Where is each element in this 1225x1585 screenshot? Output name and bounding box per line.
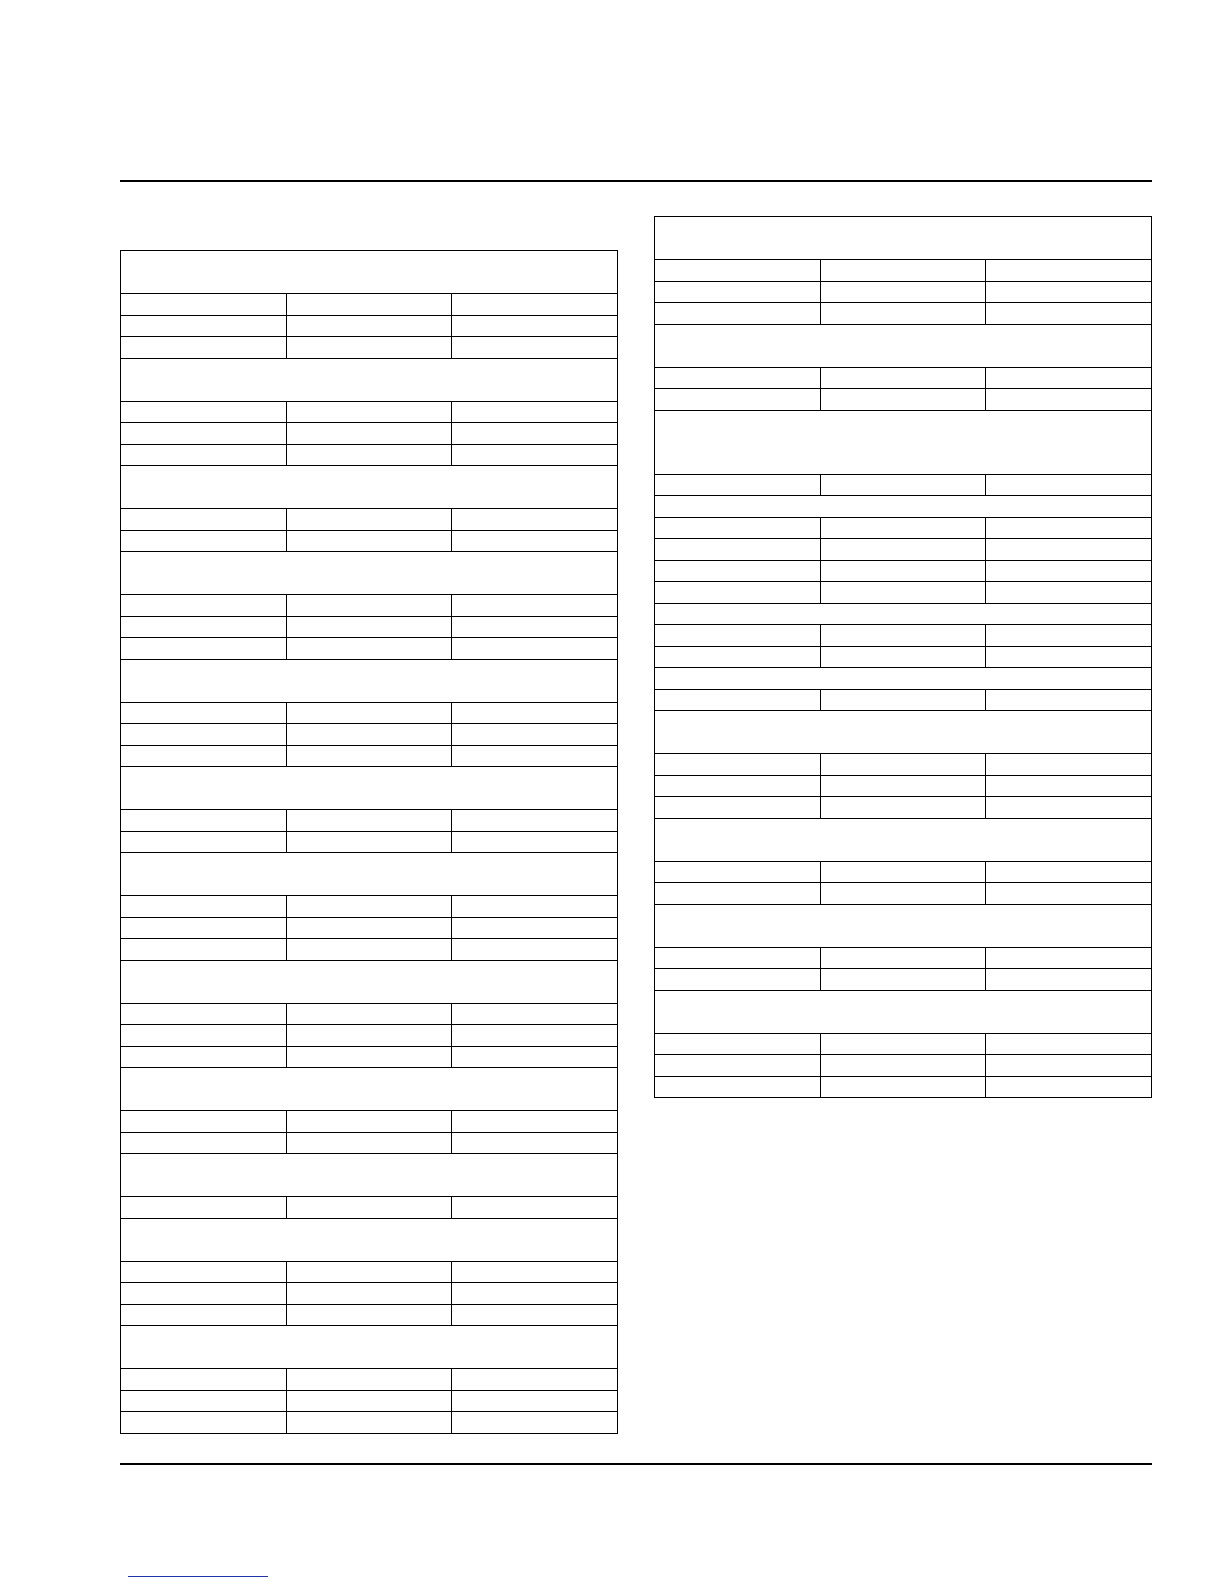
table-cell	[655, 539, 821, 561]
table-row	[121, 831, 618, 853]
section-title	[121, 767, 618, 810]
section-title	[121, 552, 618, 595]
table-cell	[286, 1304, 452, 1326]
table-cell	[655, 754, 821, 776]
table-row	[121, 638, 618, 660]
table-cell	[452, 1283, 618, 1305]
table-cell	[820, 517, 986, 539]
table-cell	[820, 539, 986, 561]
table-cell	[820, 474, 986, 496]
table-cell	[286, 1390, 452, 1412]
table-cell	[286, 745, 452, 767]
table-cell	[820, 646, 986, 668]
table-cell	[452, 1003, 618, 1025]
section-header-row	[121, 1068, 618, 1111]
table-cell	[986, 539, 1152, 561]
table-cell	[286, 337, 452, 359]
table-row	[121, 939, 618, 961]
table-row	[121, 1283, 618, 1305]
right-spec-table	[654, 216, 1152, 1098]
table-cell	[655, 260, 821, 282]
table-cell	[286, 595, 452, 617]
footer-rule	[120, 1463, 1152, 1465]
table-cell	[286, 638, 452, 660]
table-cell	[286, 509, 452, 531]
table-row	[121, 810, 618, 832]
table-row	[655, 517, 1152, 539]
table-cell	[986, 474, 1152, 496]
table-cell	[121, 724, 287, 746]
table-cell	[121, 745, 287, 767]
section-title	[655, 711, 1152, 754]
table-cell	[286, 1261, 452, 1283]
table-cell	[286, 702, 452, 724]
table-cell	[820, 947, 986, 969]
section-header-row	[655, 904, 1152, 947]
table-cell	[820, 1076, 986, 1098]
table-cell	[286, 1111, 452, 1133]
table-cell	[820, 260, 986, 282]
table-cell	[121, 530, 287, 552]
table-cell	[820, 582, 986, 604]
table-row	[655, 367, 1152, 389]
table-cell	[286, 1132, 452, 1154]
table-cell	[121, 423, 287, 445]
section-title	[121, 1218, 618, 1261]
table-cell	[286, 423, 452, 445]
table-cell	[452, 896, 618, 918]
table-cell	[121, 1283, 287, 1305]
table-row	[121, 1003, 618, 1025]
table-cell	[820, 281, 986, 303]
table-cell	[986, 281, 1152, 303]
section-title	[121, 1326, 618, 1369]
table-row	[121, 509, 618, 531]
table-cell	[655, 646, 821, 668]
table-row	[655, 1033, 1152, 1055]
section-header-row	[655, 324, 1152, 367]
table-cell	[986, 1076, 1152, 1098]
table-cell	[452, 1369, 618, 1391]
table-cell	[986, 947, 1152, 969]
table-cell	[986, 861, 1152, 883]
table-cell	[121, 1025, 287, 1047]
table-cell	[986, 689, 1152, 711]
table-cell	[986, 797, 1152, 819]
table-cell	[655, 883, 821, 905]
section-header-row	[121, 1154, 618, 1197]
table-row	[655, 1076, 1152, 1098]
table-row	[655, 969, 1152, 991]
table-cell	[121, 1111, 287, 1133]
table-row	[121, 616, 618, 638]
section-title	[121, 358, 618, 401]
table-cell	[121, 595, 287, 617]
table-cell	[986, 625, 1152, 647]
table-cell	[452, 337, 618, 359]
table-cell	[121, 294, 287, 316]
table-cell	[452, 1304, 618, 1326]
table-cell	[452, 1111, 618, 1133]
table-row	[655, 797, 1152, 819]
table-cell	[452, 702, 618, 724]
table-cell	[286, 1283, 452, 1305]
table-cell	[655, 689, 821, 711]
table-cell	[452, 1261, 618, 1283]
table-cell	[655, 474, 821, 496]
table-cell	[655, 797, 821, 819]
table-cell	[452, 444, 618, 466]
table-cell	[452, 831, 618, 853]
table-cell	[286, 1025, 452, 1047]
table-cell	[452, 595, 618, 617]
table-row	[121, 1111, 618, 1133]
table-row	[121, 530, 618, 552]
table-cell	[820, 303, 986, 325]
section-header-row	[121, 358, 618, 401]
table-row	[121, 315, 618, 337]
table-cell	[121, 1261, 287, 1283]
table-cell	[655, 303, 821, 325]
section-title	[121, 853, 618, 896]
table-cell	[121, 1412, 287, 1434]
table-cell	[121, 337, 287, 359]
table-cell	[121, 1369, 287, 1391]
table-cell	[452, 745, 618, 767]
table-row	[655, 625, 1152, 647]
table-row	[655, 539, 1152, 561]
section-header-row	[121, 853, 618, 896]
table-cell	[452, 1046, 618, 1068]
table-cell	[452, 509, 618, 531]
table-cell	[452, 917, 618, 939]
table-cell	[452, 423, 618, 445]
table-cell	[286, 917, 452, 939]
table-cell	[986, 517, 1152, 539]
table-cell	[986, 560, 1152, 582]
table-row	[655, 775, 1152, 797]
table-cell	[820, 1033, 986, 1055]
section-header-row	[121, 767, 618, 810]
table-cell	[452, 939, 618, 961]
section-title	[655, 990, 1152, 1033]
table-row	[121, 702, 618, 724]
table-cell	[655, 947, 821, 969]
table-cell	[820, 797, 986, 819]
table-cell	[121, 810, 287, 832]
table-row	[121, 896, 618, 918]
section-title	[655, 217, 1152, 260]
table-cell	[452, 810, 618, 832]
table-cell	[986, 754, 1152, 776]
table-cell	[121, 896, 287, 918]
table-cell	[121, 702, 287, 724]
table-cell	[986, 1055, 1152, 1077]
table-cell	[820, 560, 986, 582]
table-row	[121, 917, 618, 939]
table-cell	[286, 530, 452, 552]
table-cell	[655, 1076, 821, 1098]
table-cell	[286, 401, 452, 423]
table-row	[121, 444, 618, 466]
table-row	[121, 1390, 618, 1412]
table-cell	[452, 294, 618, 316]
table-cell	[820, 367, 986, 389]
section-title	[655, 668, 1152, 690]
table-cell	[121, 1390, 287, 1412]
table-cell	[986, 303, 1152, 325]
table-cell	[452, 401, 618, 423]
table-cell	[121, 444, 287, 466]
table-cell	[452, 1197, 618, 1219]
section-title	[655, 496, 1152, 518]
table-row	[655, 303, 1152, 325]
table-cell	[286, 444, 452, 466]
table-cell	[286, 315, 452, 337]
table-cell	[655, 517, 821, 539]
section-header-row	[655, 603, 1152, 625]
table-cell	[121, 1132, 287, 1154]
table-cell	[820, 625, 986, 647]
section-title	[655, 904, 1152, 947]
table-row	[655, 560, 1152, 582]
table-cell	[452, 638, 618, 660]
table-cell	[820, 861, 986, 883]
table-cell	[655, 969, 821, 991]
table-cell	[452, 724, 618, 746]
table-cell	[121, 616, 287, 638]
table-cell	[286, 831, 452, 853]
table-cell	[655, 1033, 821, 1055]
section-header-row	[121, 251, 618, 294]
table-row	[655, 861, 1152, 883]
section-header-row	[121, 960, 618, 1003]
table-cell	[820, 969, 986, 991]
table-cell	[121, 315, 287, 337]
table-row	[121, 1261, 618, 1283]
table-cell	[121, 917, 287, 939]
table-cell	[286, 616, 452, 638]
section-title	[121, 1068, 618, 1111]
section-title	[121, 960, 618, 1003]
table-cell	[655, 582, 821, 604]
table-row	[121, 1304, 618, 1326]
footer-link[interactable]	[128, 1576, 268, 1577]
section-header-row	[655, 217, 1152, 260]
table-cell	[820, 689, 986, 711]
section-header-row	[121, 466, 618, 509]
section-title	[121, 1154, 618, 1197]
table-row	[655, 689, 1152, 711]
table-cell	[986, 969, 1152, 991]
table-cell	[452, 1025, 618, 1047]
section-header-row	[655, 711, 1152, 754]
table-cell	[986, 260, 1152, 282]
table-cell	[286, 896, 452, 918]
section-header-row	[121, 1218, 618, 1261]
section-title	[121, 251, 618, 294]
section-header-row	[121, 552, 618, 595]
table-row	[121, 745, 618, 767]
section-title	[655, 603, 1152, 625]
table-row	[121, 1132, 618, 1154]
section-header-row	[655, 818, 1152, 861]
table-cell	[986, 1033, 1152, 1055]
section-title	[655, 818, 1152, 861]
table-cell	[820, 775, 986, 797]
table-cell	[986, 883, 1152, 905]
table-row	[655, 389, 1152, 411]
section-header-row	[121, 659, 618, 702]
table-cell	[452, 315, 618, 337]
left-spec-table	[120, 250, 618, 1434]
section-header-row	[655, 668, 1152, 690]
table-row	[121, 1046, 618, 1068]
table-cell	[986, 367, 1152, 389]
table-cell	[286, 1412, 452, 1434]
table-row	[655, 582, 1152, 604]
table-cell	[986, 389, 1152, 411]
table-cell	[820, 389, 986, 411]
table-cell	[121, 1046, 287, 1068]
table-cell	[655, 367, 821, 389]
table-row	[655, 947, 1152, 969]
table-row	[121, 1197, 618, 1219]
table-row	[121, 401, 618, 423]
table-cell	[655, 560, 821, 582]
table-cell	[820, 754, 986, 776]
table-cell	[655, 775, 821, 797]
table-cell	[121, 509, 287, 531]
header-rule	[120, 180, 1152, 182]
table-cell	[655, 625, 821, 647]
table-cell	[121, 638, 287, 660]
table-cell	[655, 1055, 821, 1077]
section-header-row	[655, 990, 1152, 1033]
table-row	[121, 423, 618, 445]
table-cell	[820, 883, 986, 905]
table-cell	[286, 294, 452, 316]
table-cell	[820, 1055, 986, 1077]
table-cell	[452, 616, 618, 638]
table-row	[655, 1055, 1152, 1077]
section-header-row	[655, 410, 1152, 474]
table-cell	[452, 1412, 618, 1434]
table-cell	[286, 1197, 452, 1219]
table-cell	[286, 724, 452, 746]
table-cell	[121, 939, 287, 961]
table-cell	[986, 775, 1152, 797]
table-cell	[286, 939, 452, 961]
section-header-row	[655, 496, 1152, 518]
table-cell	[655, 281, 821, 303]
table-row	[121, 337, 618, 359]
table-cell	[121, 831, 287, 853]
table-cell	[986, 582, 1152, 604]
table-cell	[452, 1390, 618, 1412]
table-cell	[286, 1003, 452, 1025]
table-cell	[286, 1369, 452, 1391]
section-header-row	[121, 1326, 618, 1369]
table-cell	[986, 646, 1152, 668]
section-title	[121, 659, 618, 702]
table-row	[655, 474, 1152, 496]
table-cell	[121, 1304, 287, 1326]
table-cell	[121, 1197, 287, 1219]
table-row	[121, 595, 618, 617]
table-cell	[286, 810, 452, 832]
section-title	[655, 324, 1152, 367]
table-row	[655, 281, 1152, 303]
table-cell	[655, 861, 821, 883]
table-row	[655, 883, 1152, 905]
table-row	[655, 754, 1152, 776]
table-row	[121, 1412, 618, 1434]
table-cell	[452, 530, 618, 552]
table-row	[121, 1369, 618, 1391]
table-row	[121, 724, 618, 746]
table-row	[121, 1025, 618, 1047]
section-title	[655, 410, 1152, 474]
table-cell	[121, 1003, 287, 1025]
table-row	[121, 294, 618, 316]
table-cell	[655, 389, 821, 411]
table-cell	[121, 401, 287, 423]
table-row	[655, 260, 1152, 282]
table-cell	[286, 1046, 452, 1068]
table-row	[655, 646, 1152, 668]
section-title	[121, 466, 618, 509]
table-cell	[452, 1132, 618, 1154]
